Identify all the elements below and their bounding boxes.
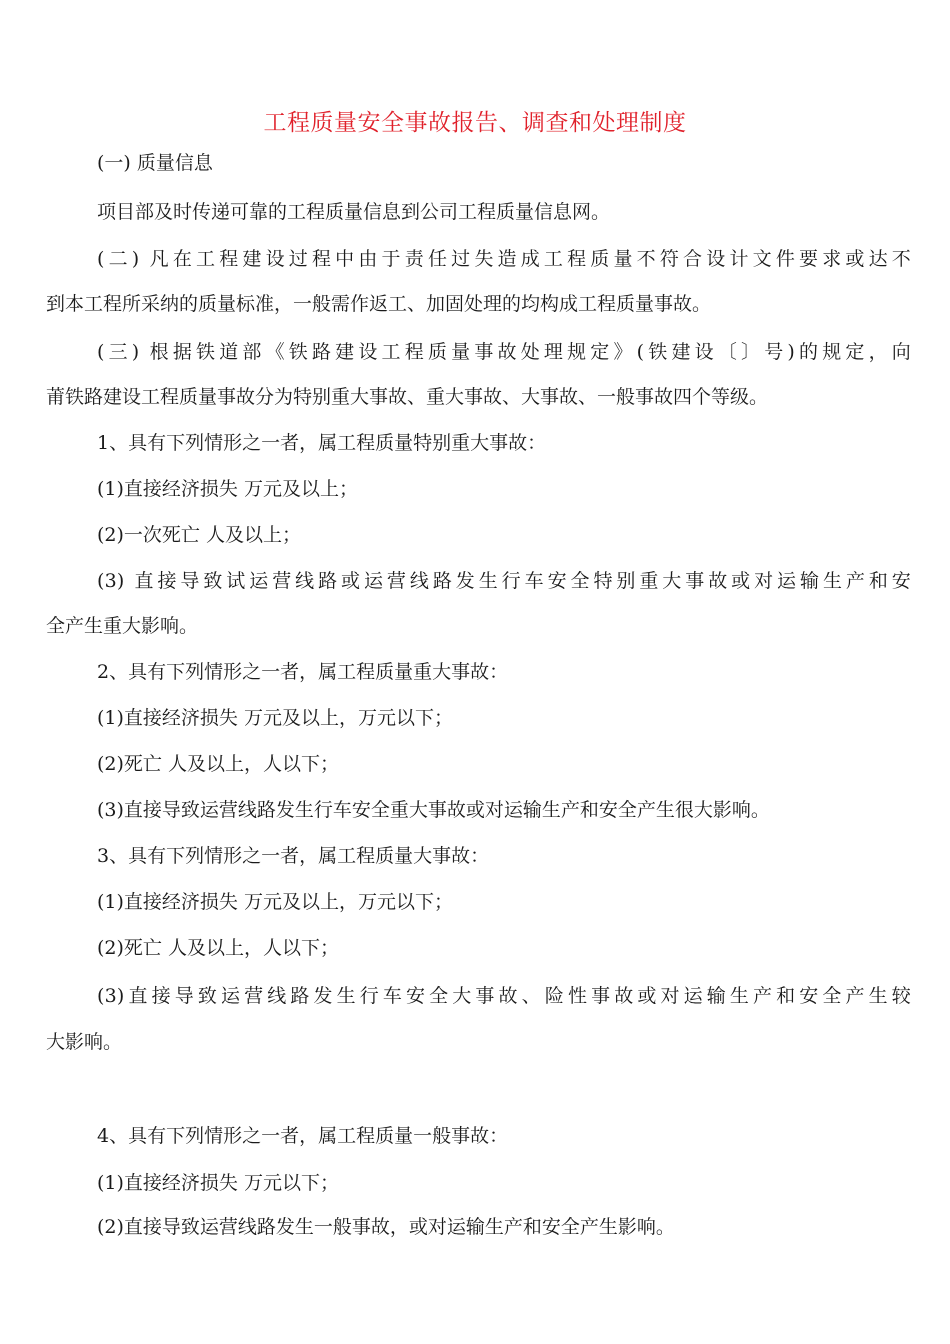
paragraph-line: (二) 凡在工程建设过程中由于责任过失造成工程质量不符合设计文件要求或达不 — [97, 248, 911, 270]
paragraph-line: (1)直接经济损失 万元及以上，万元以下； — [97, 707, 453, 729]
paragraph-line: 项目部及时传递可靠的工程质量信息到公司工程质量信息网。 — [97, 201, 611, 223]
paragraph-line: (2)死亡 人及以上，人以下； — [97, 937, 339, 959]
paragraph-line: (2)死亡 人及以上，人以下； — [97, 753, 339, 775]
paragraph-line: 3、具有下列情形之一者，属工程质量大事故： — [97, 845, 490, 867]
paragraph-line: 大影响。 — [46, 1031, 123, 1053]
document-title: 工程质量安全事故报告、调查和处理制度 — [263, 110, 687, 136]
paragraph-line: 4、具有下列情形之一者，属工程质量一般事故： — [97, 1125, 509, 1147]
paragraph-line: (1)直接经济损失 万元及以上，万元以下； — [97, 891, 453, 913]
paragraph-line: (3)直接导致运营线路发生行车安全重大事故或对运输生产和安全产生很大影响。 — [97, 799, 770, 821]
paragraph-line: (1)直接经济损失 万元以下； — [97, 1172, 339, 1194]
paragraph-line: (2)直接导致运营线路发生一般事故，或对运输生产和安全产生影响。 — [97, 1216, 675, 1238]
paragraph-line: (3)直接导致运营线路发生行车安全大事故、险性事故或对运输生产和安全产生较 — [97, 985, 911, 1007]
paragraph-line: 全产生重大影响。 — [46, 615, 199, 637]
paragraph-line: (1)直接经济损失 万元及以上； — [97, 478, 358, 500]
paragraph-line: 莆铁路建设工程质量事故分为特别重大事故、重大事故、大事故、一般事故四个等级。 — [46, 386, 769, 408]
paragraph-line: (一) 质量信息 — [97, 152, 213, 174]
paragraph-line: 2、具有下列情形之一者，属工程质量重大事故： — [97, 661, 509, 683]
paragraph-line: 到本工程所采纳的质量标准，一般需作返工、加固处理的均构成工程质量事故。 — [46, 293, 712, 315]
paragraph-line: (2)一次死亡 人及以上； — [97, 524, 301, 546]
paragraph-line: 1、具有下列情形之一者，属工程质量特别重大事故： — [97, 432, 547, 454]
paragraph-line: (3) 直接导致试运营线路或运营线路发生行车安全特别重大事故或对运输生产和安 — [97, 570, 911, 592]
paragraph-line: (三) 根据铁道部《铁路建设工程质量事故处理规定》(铁建设〔〕号)的规定，向 — [97, 341, 911, 363]
